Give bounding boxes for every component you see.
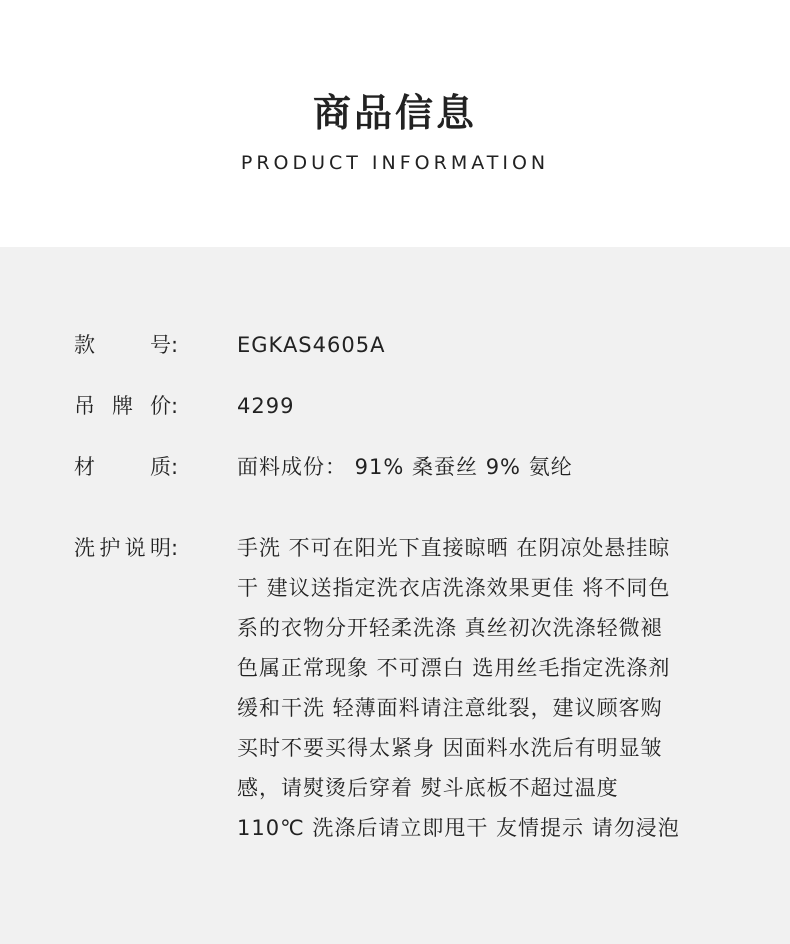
care-instructions <box>237 528 747 848</box>
material-colon: : <box>171 455 179 479</box>
care-label: 洗护说明 <box>74 536 171 560</box>
care-line: 手洗 不可在阳光下直接晾晒 在阴凉处悬挂晾 <box>237 536 671 560</box>
style-number-label-group <box>74 330 185 360</box>
care-line: 缓和干洗 轻薄面料请注意纰裂，建议顾客购 <box>237 696 663 720</box>
tag-price-colon: : <box>171 394 179 418</box>
material-label-group <box>74 452 185 482</box>
care-line: 110℃ 洗涤后请立即甩干 友情提示 请勿浸泡 <box>237 816 680 840</box>
tag-price-value: 4299 <box>237 394 295 418</box>
material-label: 材质 <box>74 455 171 479</box>
page-subtitle: PRODUCT INFORMATION <box>240 152 550 174</box>
material-value: 面料成份： 91% 桑蚕丝 9% 氨纶 <box>237 455 573 479</box>
care-line: 买时不要买得太紧身 因面料水洗后有明显皱 <box>237 736 663 760</box>
style-number-colon: : <box>171 333 179 357</box>
care-line: 干 建议送指定洗衣店洗涤效果更佳 将不同色 <box>237 576 671 600</box>
style-number-value: EGKAS4605A <box>237 333 386 357</box>
care-colon: : <box>171 536 179 560</box>
style-number-label: 款号 <box>74 333 171 357</box>
care-line: 感，请熨烫后穿着 熨斗底板不超过温度 <box>237 776 619 800</box>
header-section <box>0 0 790 247</box>
care-label-group <box>74 533 185 563</box>
tag-price-label-group <box>74 391 185 421</box>
tag-price-label: 吊牌价 <box>74 394 171 418</box>
care-line: 系的衣物分开轻柔洗涤 真丝初次洗涤轻微褪 <box>237 616 663 640</box>
care-line: 色属正常现象 不可漂白 选用丝毛指定洗涤剂 <box>237 656 671 680</box>
page-title: 商品信息 <box>312 91 477 135</box>
